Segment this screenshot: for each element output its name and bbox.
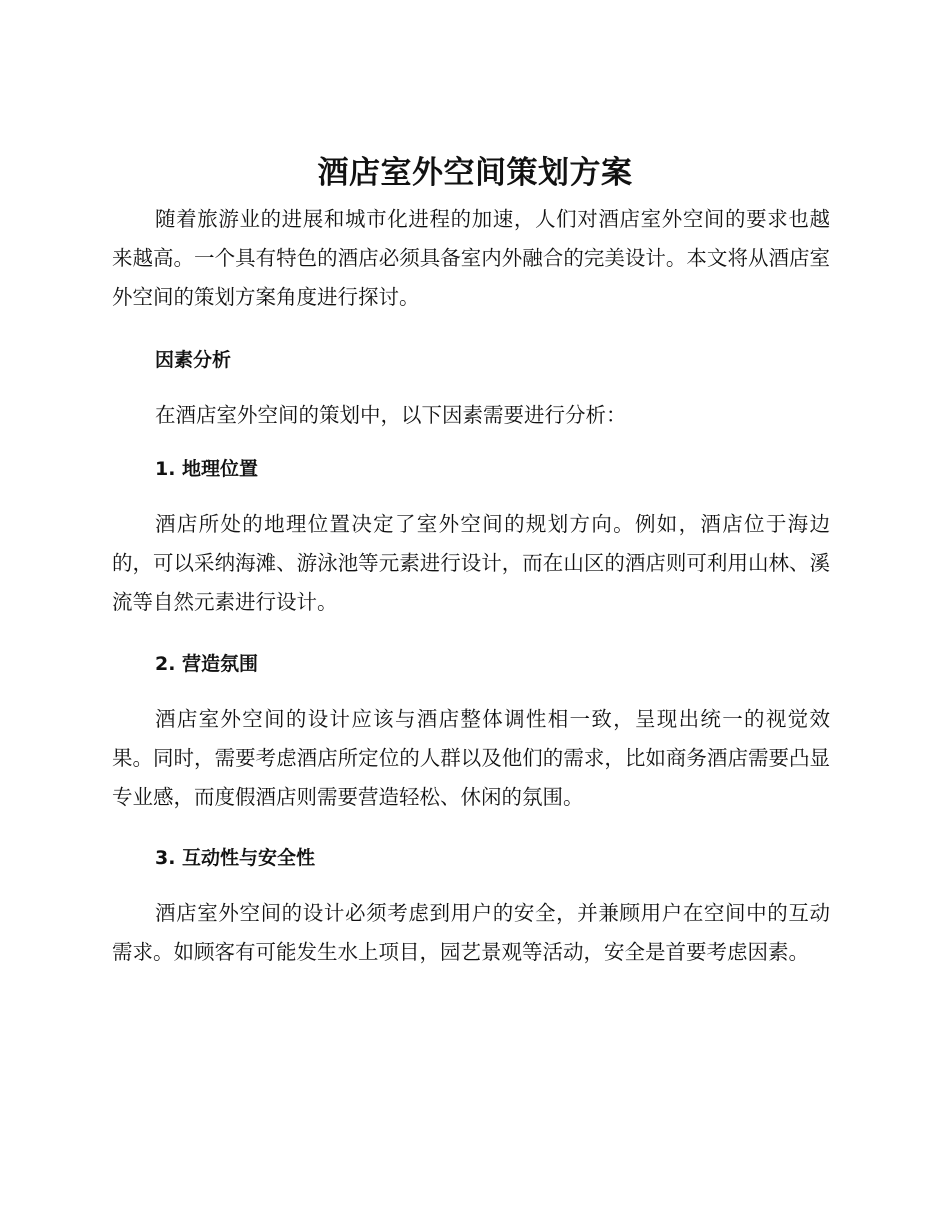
- section-heading-atmosphere: 2. 营造氛围: [155, 653, 259, 675]
- section-paragraph-location: 酒店所处的地理位置决定了室外空间的规划方向。例如，酒店位于海边的，可以采纳海滩、游泳池等元素进行设计，而在山区的酒店则可利用山林、溪流等自然元素进行设计。: [112, 512, 830, 614]
- intro-paragraph: 随着旅游业的进展和城市化进程的加速，人们对酒店室外空间的要求也越来越高。一个具有特色的酒店必须具备室内外融合的完美设计。本文将从酒店室外空间的策划方案角度进行探讨。: [112, 207, 830, 309]
- section-heading-safety: 3. 互动性与安全性: [155, 847, 316, 869]
- section-paragraph-factors: 在酒店室外空间的策划中，以下因素需要进行分析：: [155, 403, 627, 427]
- section-paragraph-safety: 酒店室外空间的设计必须考虑到用户的安全，并兼顾用户在空间中的互动需求。如顾客有可能发生水上项目，园艺景观等活动，安全是首要考虑因素。: [112, 901, 830, 964]
- section-heading-factors: 因素分析: [155, 349, 232, 371]
- page-title: 酒店室外空间策划方案: [317, 155, 633, 191]
- section-paragraph-atmosphere: 酒店室外空间的设计应该与酒店整体调性相一致，呈现出统一的视觉效果。同时，需要考虑酒店所定位的人群以及他们的需求，比如商务酒店需要凸显专业感，而度假酒店则需要营造轻松、休闲的氛围。: [112, 707, 830, 809]
- section-heading-location: 1. 地理位置: [155, 458, 259, 480]
